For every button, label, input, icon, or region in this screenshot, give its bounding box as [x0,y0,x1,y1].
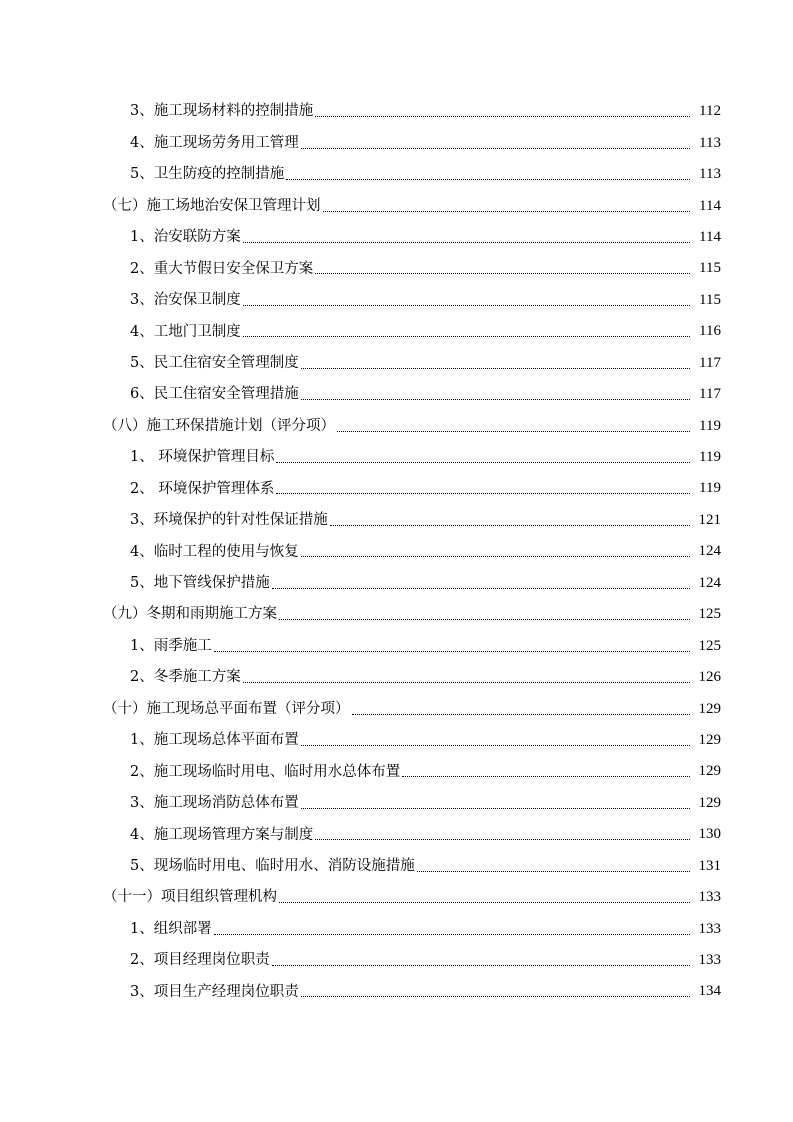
toc-subsection-entry[interactable] [0,285,793,316]
toc-entry-page-number: 119 [699,417,721,434]
dot-leader [243,305,690,306]
toc-entry-page-number: 124 [698,543,721,560]
toc-subsection-entry[interactable] [0,253,793,284]
toc-entry-page-number: 129 [698,731,721,748]
dot-leader [272,588,690,589]
toc-entry-page-number: 134 [698,983,721,1000]
toc-section-entry[interactable] [0,190,793,221]
toc-subsection-entry[interactable] [0,913,793,944]
dot-leader [272,965,690,966]
dot-leader [301,148,690,149]
toc-subsection-entry[interactable] [0,379,793,410]
dot-leader [301,556,690,557]
dot-leader [352,714,691,715]
toc-subsection-entry[interactable] [0,788,793,819]
toc-entry-page-number: 113 [699,166,721,183]
toc-entry-page-number: 114 [699,228,721,245]
toc-entry-label: （七）施工场地治安保卫管理计划 [103,197,321,214]
dot-leader [214,934,690,935]
table-of-contents [0,96,793,1008]
toc-entry-page-number: 115 [699,260,721,277]
toc-entry-page-number: 117 [699,386,721,403]
dot-leader [337,431,690,432]
toc-subsection-entry[interactable] [0,473,793,504]
toc-subsection-entry[interactable] [0,159,793,190]
toc-subsection-entry[interactable] [0,756,793,787]
dot-leader [243,682,690,683]
dot-leader [279,902,690,903]
toc-subsection-entry[interactable] [0,725,793,756]
dot-leader [301,996,690,997]
dot-leader [243,242,690,243]
dot-leader [315,839,690,840]
dot-leader [243,336,690,337]
toc-entry-label: 2、冬季施工方案 [130,669,241,686]
toc-entry-page-number: 131 [698,857,721,874]
toc-subsection-entry[interactable] [0,442,793,473]
toc-entry-label: 2、重大节假日安全保卫方案 [130,260,314,277]
toc-entry-page-number: 129 [698,763,721,780]
toc-entry-label: 4、施工现场劳务用工管理 [130,134,299,151]
dot-leader [315,273,690,274]
toc-subsection-entry[interactable] [0,662,793,693]
toc-subsection-entry[interactable] [0,945,793,976]
toc-entry-label: 4、工地门卫制度 [130,323,241,340]
toc-entry-page-number: 114 [699,197,721,214]
toc-entry-label: 1、 环境保护管理目标 [130,449,275,466]
toc-entry-label: 5、卫生防疫的控制措施 [130,166,285,183]
dot-leader [214,651,690,652]
toc-entry-page-number: 117 [699,354,721,371]
toc-entry-page-number: 133 [698,889,721,906]
toc-entry-page-number: 133 [698,920,721,937]
toc-entry-label: 2、项目经理岗位职责 [130,952,270,969]
toc-entry-page-number: 129 [698,794,721,811]
toc-entry-page-number: 115 [699,291,721,308]
toc-entry-label: （十）施工现场总平面布置（评分项） [103,700,350,717]
toc-subsection-entry[interactable] [0,819,793,850]
toc-subsection-entry[interactable] [0,505,793,536]
toc-entry-label: 2、施工现场临时用电、临时用水总体布置 [130,763,401,780]
toc-subsection-entry[interactable] [0,976,793,1007]
dot-leader [276,493,690,494]
toc-section-entry[interactable] [0,599,793,630]
toc-entry-label: 4、施工现场管理方案与制度 [130,826,314,843]
toc-entry-page-number: 125 [698,606,721,623]
toc-entry-label: 3、环境保护的针对性保证措施 [130,512,328,529]
toc-entry-page-number: 130 [698,826,721,843]
toc-entry-page-number: 129 [698,700,721,717]
toc-entry-label: 5、现场临时用电、临时用水、消防设施措施 [130,857,415,874]
toc-entry-label: 2、 环境保护管理体系 [130,480,275,497]
toc-section-entry[interactable] [0,882,793,913]
toc-subsection-entry[interactable] [0,851,793,882]
toc-entry-label: 1、雨季施工 [130,637,212,654]
toc-entry-label: 5、地下管线保护措施 [130,575,270,592]
toc-entry-label: 6、民工住宿安全管理措施 [130,386,299,403]
toc-subsection-entry[interactable] [0,568,793,599]
toc-section-entry[interactable] [0,410,793,441]
toc-entry-page-number: 119 [699,449,721,466]
toc-entry-page-number: 113 [699,134,721,151]
toc-entry-label: 3、施工现场消防总体布置 [130,795,299,812]
toc-entry-page-number: 121 [698,511,721,528]
toc-entry-label: 3、治安保卫制度 [130,292,241,309]
toc-subsection-entry[interactable] [0,127,793,158]
toc-subsection-entry[interactable] [0,316,793,347]
toc-subsection-entry[interactable] [0,348,793,379]
toc-entry-page-number: 112 [699,103,721,120]
dot-leader [301,808,690,809]
toc-entry-page-number: 116 [699,323,721,340]
toc-entry-label: （十一）项目组织管理机构 [103,889,277,906]
dot-leader [402,776,690,777]
toc-entry-label: 4、临时工程的使用与恢复 [130,543,299,560]
dot-leader [330,525,690,526]
toc-entry-label: （八）施工环保措施计划（评分项） [103,417,335,434]
toc-entry-label: 5、民工住宿安全管理制度 [130,354,299,371]
toc-entry-page-number: 125 [698,637,721,654]
toc-entry-label: 3、项目生产经理岗位职责 [130,983,299,1000]
dot-leader [301,745,690,746]
toc-section-entry[interactable] [0,693,793,724]
dot-leader [279,619,690,620]
toc-entry-page-number: 124 [698,574,721,591]
toc-entry-page-number: 126 [698,669,721,686]
toc-subsection-entry[interactable] [0,96,793,127]
toc-entry-label: （九）冬期和雨期施工方案 [103,606,277,623]
dot-leader [276,462,690,463]
toc-entry-label: 3、施工现场材料的控制措施 [130,103,314,120]
dot-leader [323,211,691,212]
dot-leader [301,368,690,369]
toc-entry-page-number: 119 [699,480,721,497]
dot-leader [301,399,690,400]
dot-leader [417,871,690,872]
dot-leader [286,179,690,180]
toc-subsection-entry[interactable] [0,630,793,661]
toc-entry-label: 1、组织部署 [130,920,212,937]
dot-leader [315,116,690,117]
toc-entry-label: 1、施工现场总体平面布置 [130,732,299,749]
toc-subsection-entry[interactable] [0,222,793,253]
toc-entry-page-number: 133 [698,952,721,969]
toc-entry-label: 1、治安联防方案 [130,229,241,246]
toc-subsection-entry[interactable] [0,536,793,567]
